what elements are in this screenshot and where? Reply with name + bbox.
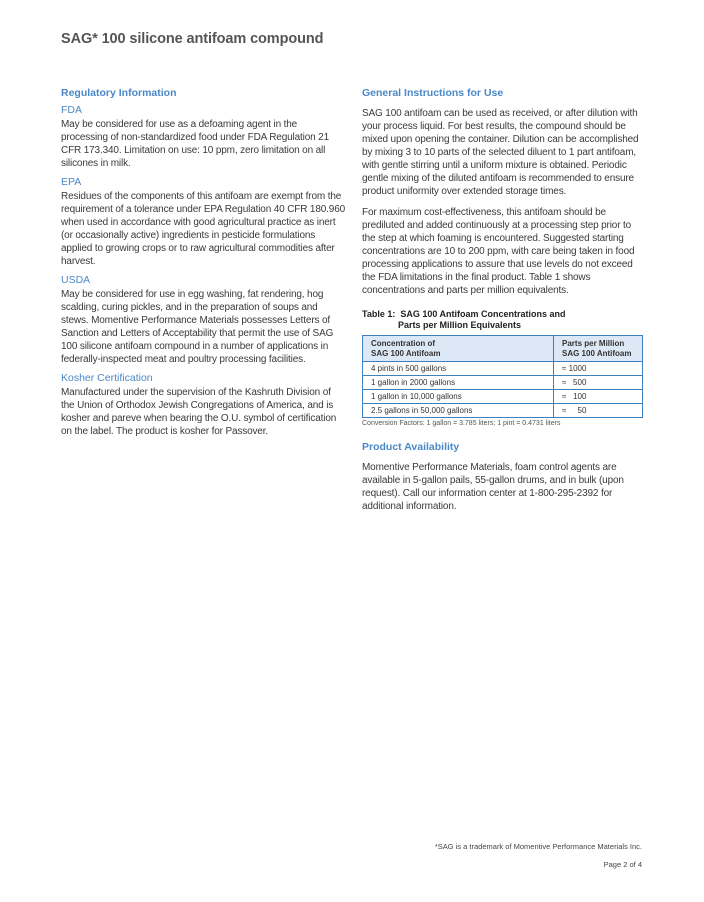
instructions-paragraph-1: SAG 100 antifoam can be used as received, or after dilution with your process liquid. For best results, the compound should be mixed upon opening the container. Dilution can be accomplished by mixing 3 to 10 parts of the selected diluent to 1 part antifoam, with gentle stirring until a uniform mixture is obtained. Periodic gentle mixing of the diluted antifoam is recommended to ensure product uniformity over extended storage times.: [362, 108, 639, 197]
epa-subheading: EPA: [61, 176, 82, 188]
table-caption: [362, 309, 647, 331]
epa-text: Residues of the components of this antifoam are exempt from the requirement of a tolerance under EPA Regulation 40 CFR 180.960 when used in accordance with good agricultural practice as inert (or occasionally active) ingredients in pesticide formulations applied to growing crops or to raw agricultural commodities after harvest.: [61, 191, 346, 267]
fda-section: [61, 104, 346, 170]
header-concentration-line-1: Concentration of: [371, 339, 435, 348]
table-caption-line-1: Table 1: SAG 100 Antifoam Concentrations and: [362, 309, 566, 319]
cell-concentration: 4 pints in 500 gallons: [363, 362, 554, 376]
availability-text: Momentive Performance Materials, foam control agents are available in 5-gallon pails, 55-gallon drums, and in bulk (upon request). Call our information center at 1-800-295-2392 for additional information.: [362, 462, 624, 512]
cell-ppm: ≈ 500: [554, 376, 643, 390]
kosher-text: Manufactured under the supervision of the Kashruth Division of the Union of Orthodox Jewish Congregations of America, and is kosher and pareve when bearing the O.U. symbol of certification on the label. The product is kosher for Passover.: [61, 387, 337, 437]
table-row: [363, 390, 643, 404]
cell-concentration: 1 gallon in 2000 gallons: [363, 376, 554, 390]
regulatory-heading: Regulatory Information: [61, 87, 177, 99]
instructions-heading: General Instructions for Use: [362, 87, 504, 99]
header-ppm-line-1: Parts per Million: [562, 339, 625, 348]
kosher-section: [61, 372, 346, 438]
header-ppm-line-2: SAG 100 Antifoam: [562, 348, 632, 358]
cell-ppm: ≈ 100: [554, 390, 643, 404]
table-row: [363, 404, 643, 418]
header-concentration: [363, 336, 554, 362]
cell-ppm: ≈ 1000: [554, 362, 643, 376]
instructions-column: [362, 87, 647, 519]
table-caption-line-2: Parts per Million Equivalents: [398, 320, 522, 330]
instructions-paragraph-2: For maximum cost-effectiveness, this antifoam should be prediluted and added continuously at a processing step prior to the step at which foaming is encountered. Suggested starting concentrations are 10 to 200 ppm, with care being taken in food processing applications to assure that use levels do not exceed the FDA limitations in the final product. Table 1 shows concentrations and parts per million equivalents.: [362, 207, 635, 296]
header-concentration-line-2: SAG 100 Antifoam: [371, 348, 441, 358]
table-row: [363, 376, 643, 390]
fda-text: May be considered for use as a defoaming agent in the processing of non-standardized food under FDA Regulation 21 CFR 173.340. Limitation on use: 10 ppm, zero limitation on all silicones in milk.: [61, 119, 329, 169]
concentration-table: [362, 335, 643, 418]
fda-subheading: FDA: [61, 104, 82, 116]
cell-concentration: 1 gallon in 10,000 gallons: [363, 390, 554, 404]
cell-concentration: 2.5 gallons in 50,000 gallons: [363, 404, 554, 418]
header-ppm: [554, 336, 643, 362]
usda-section: [61, 274, 346, 366]
regulatory-column: [61, 87, 346, 444]
document-title: SAG* 100 silicone antifoam compound: [61, 31, 324, 47]
kosher-subheading: Kosher Certification: [61, 372, 153, 384]
trademark-footnote: *SAG is a trademark of Momentive Performance Materials Inc.: [434, 842, 642, 851]
page-number: Page 2 of 4: [603, 860, 642, 869]
usda-subheading: USDA: [61, 274, 91, 286]
table-row: [363, 362, 643, 376]
table-header-row: [363, 336, 643, 362]
epa-section: [61, 176, 346, 268]
cell-ppm: ≈ 50: [554, 404, 643, 418]
usda-text: May be considered for use in egg washing, fat rendering, hog scalding, curing pickles, and in the preparation of soups and stews. Momentive Performance Materials possesses Letters of Sanction and Letters of Acceptability that permit the use of SAG 100 silicone antifoam compound in a number of applications in federally-inspected meat and poultry processing facilities.: [61, 289, 334, 365]
availability-heading: Product Availability: [362, 441, 460, 453]
conversion-factors-note: Conversion Factors: 1 gallon = 3.785 liters; 1 pint = 0.4731 liters: [362, 420, 561, 427]
